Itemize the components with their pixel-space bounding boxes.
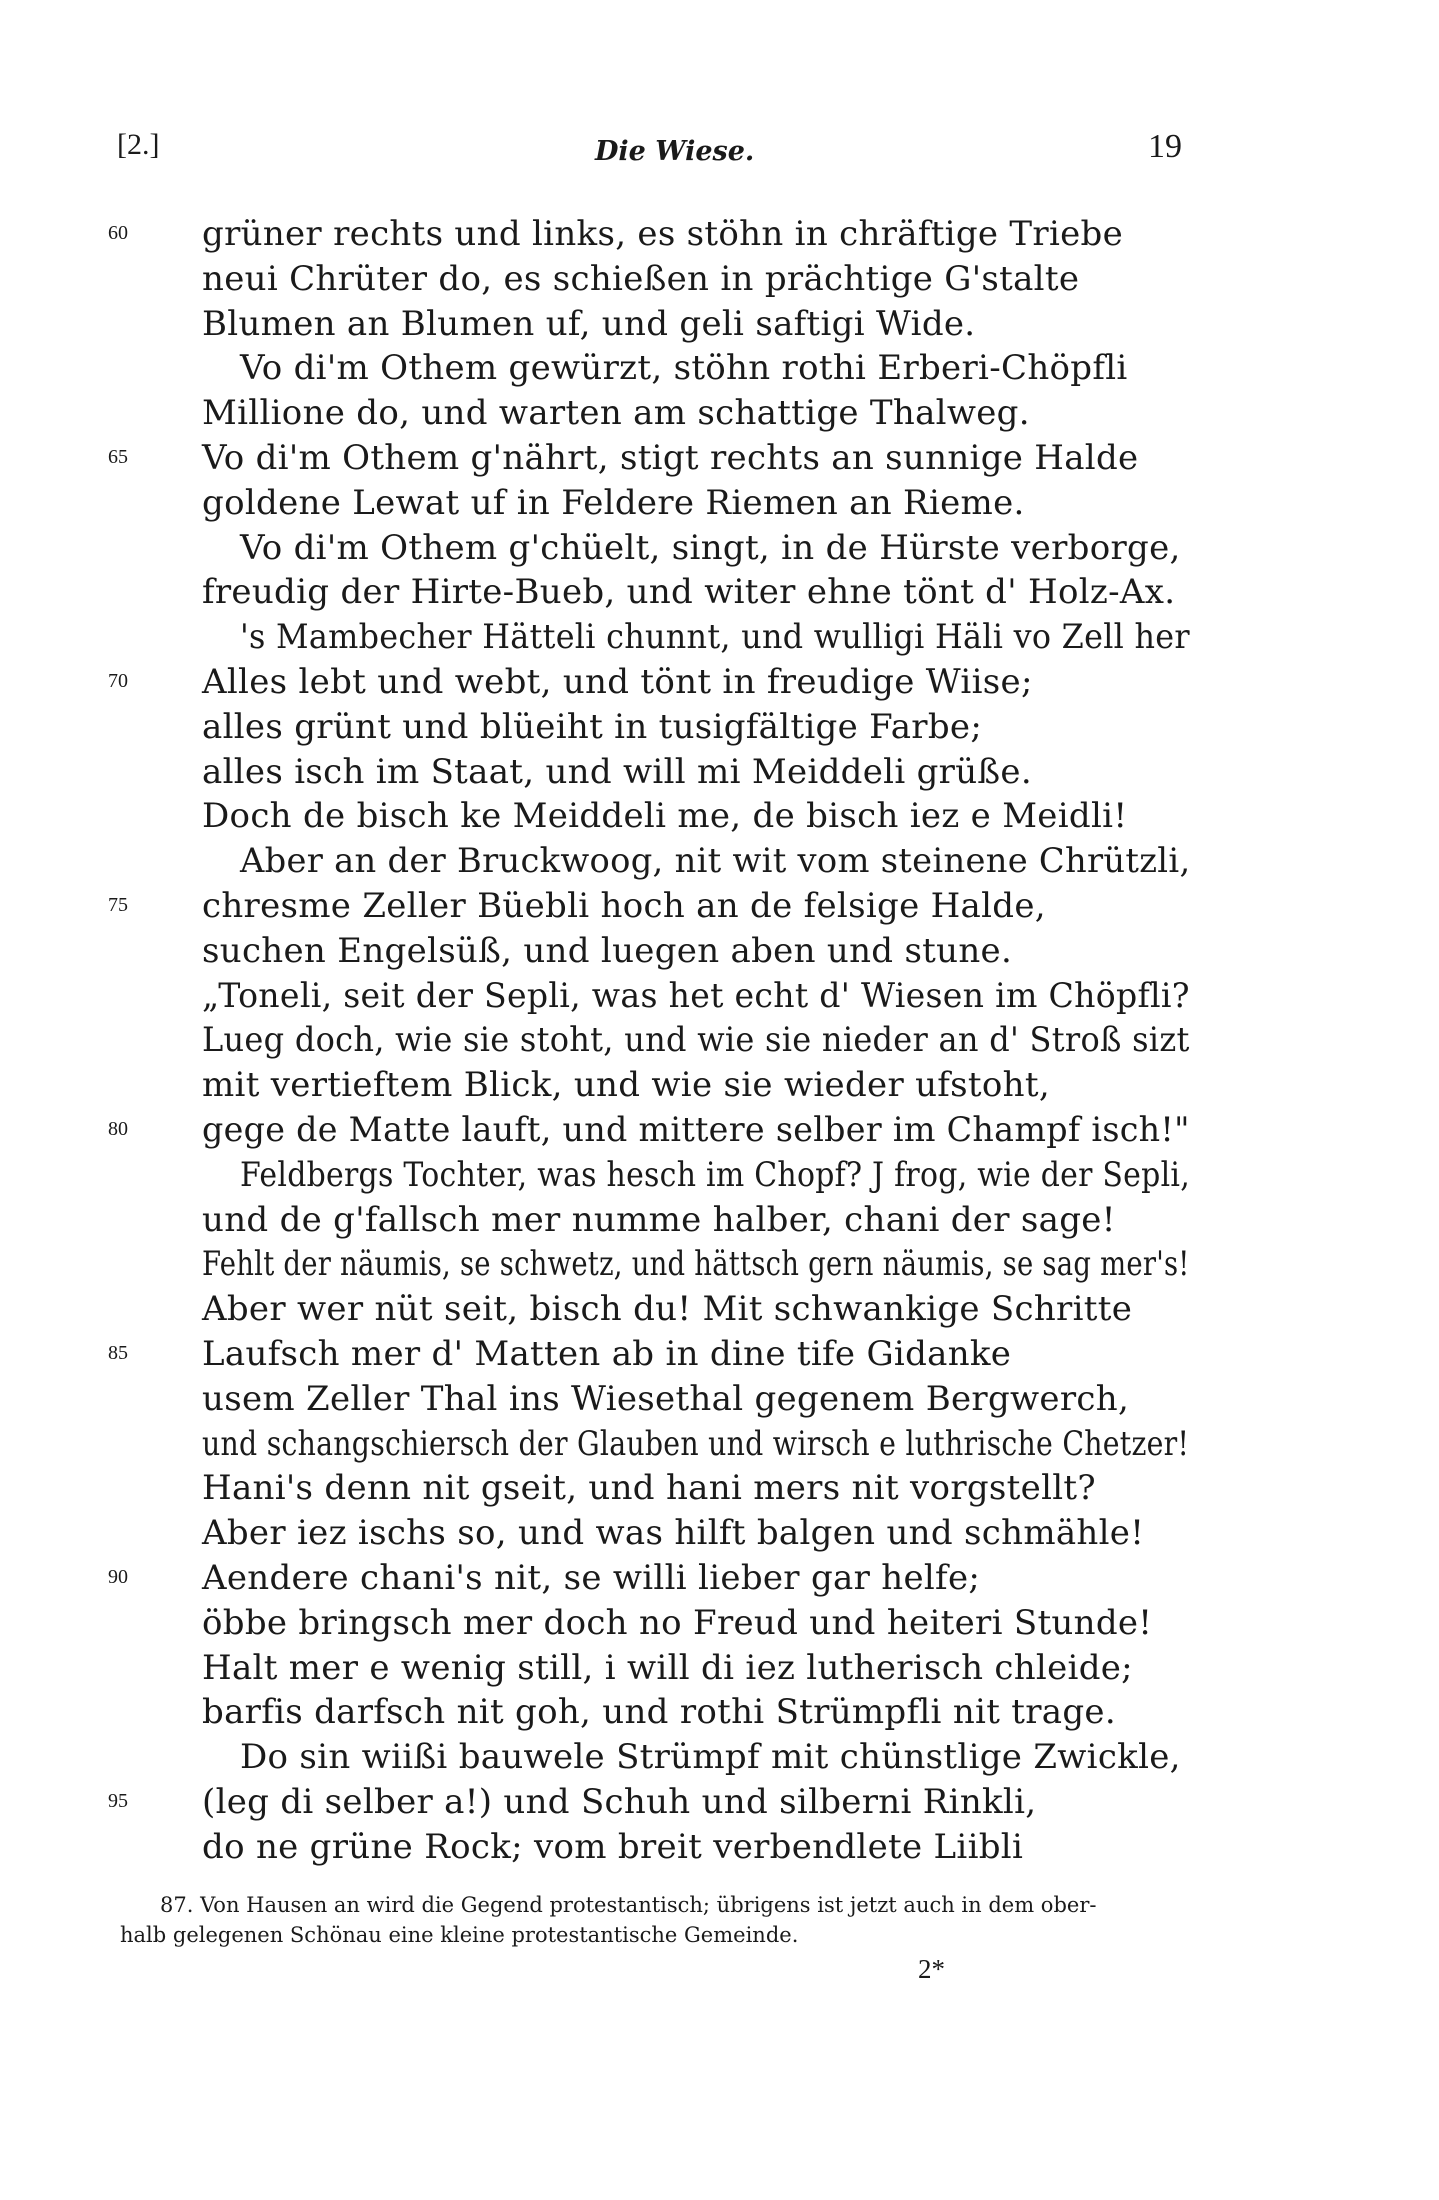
verse-text: Do sin wiißi bauwele Strümpf mit chünstlige Zwickle, [240, 1737, 1181, 1778]
verse-text: öbbe bringsch mer doch no Freud und heiteri Stunde! [202, 1602, 1153, 1643]
verse-line [0, 481, 1439, 526]
verse-line [0, 436, 1439, 481]
verse-text: mit vertieftem Blick, und wie sie wieder ufstoht, [202, 1065, 1050, 1106]
verse-line [0, 1780, 1439, 1825]
verse-text: „Toneli, seit der Sepli, was het echt d' Wiesen im Chöpfli? [202, 975, 1190, 1016]
verse-line [0, 1063, 1439, 1108]
verse-text: Blumen an Blumen uf, und geli saftigi Wide. [202, 303, 976, 344]
sheet-signature: 2* [918, 1954, 945, 1984]
verse-text: Millione do, und warten am schattige Thalweg. [202, 393, 1030, 434]
verse-line [0, 1646, 1439, 1691]
verse-line [0, 1601, 1439, 1646]
verse-number: 85 [108, 1341, 128, 1364]
verse-number: 70 [108, 669, 128, 692]
verse-text: Aendere chani's nit, se willi lieber gar helfe; [202, 1557, 981, 1598]
verse-line [0, 570, 1439, 615]
verse-line [0, 212, 1439, 257]
verse-line [0, 750, 1439, 795]
verse-line [0, 705, 1439, 750]
footnote-line: halb gelegenen Schönau eine kleine protestantische Gemeinde. [120, 1923, 799, 1947]
verse-line [0, 1422, 1439, 1467]
verse-text: Lueg doch, wie sie stoht, und wie sie nieder an d' Stroß sizt [202, 1020, 1190, 1061]
page-number: 19 [1148, 128, 1182, 165]
verse-line [0, 1825, 1439, 1870]
verse-line [0, 391, 1439, 436]
verse-line [0, 1332, 1439, 1377]
verse-text: Vo di'm Othem gewürzt, stöhn rothi Erberi-Chöpfli [240, 348, 1128, 389]
footnote-line: 87. Von Hausen an wird die Gegend protestantisch; übrigens ist jetzt auch in dem ober- [160, 1893, 1097, 1917]
verse-line [0, 346, 1439, 391]
poem-text [0, 212, 1439, 1869]
verse-number: 95 [108, 1789, 128, 1812]
verse-line [0, 526, 1439, 571]
verse-text: Alles lebt und webt, und tönt in freudige Wiise; [202, 661, 1033, 702]
verse-text: neui Chrüter do, es schießen in prächtige G'stalte [202, 258, 1080, 299]
verse-text: und de g'fallsch mer numme halber, chani der sage! [202, 1199, 1116, 1240]
verse-text: Fehlt der näumis, se schwetz, und hättsch gern näumis, se sag mer's! [202, 1244, 1190, 1285]
verse-line [0, 1466, 1439, 1511]
verse-text: alles grünt und blüeiht in tusigfältige Farbe; [202, 706, 983, 747]
verse-text: Laufsch mer d' Matten ab in dine tife Gidanke [202, 1333, 1012, 1374]
verse-text: gege de Matte lauft, und mittere selber im Champf isch!" [202, 1109, 1190, 1150]
verse-line [0, 794, 1439, 839]
verse-line [0, 1242, 1439, 1287]
verse-text: Aber iez ischs so, und was hilft balgen und schmähle! [202, 1513, 1145, 1554]
verse-text: 's Mambecher Hätteli chunnt, und wulligi Häli vo Zell her [240, 617, 1190, 658]
verse-text: usem Zeller Thal ins Wiesethal gegenem Bergwerch, [202, 1378, 1130, 1419]
verse-text: alles isch im Staat, und will mi Meiddeli grüße. [202, 751, 1032, 792]
verse-line [0, 302, 1439, 347]
verse-text: freudig der Hirte-Bueb, und witer ehne tönt d' Holz-Ax. [202, 572, 1176, 613]
verse-number: 90 [108, 1565, 128, 1588]
verse-line [0, 839, 1439, 884]
verse-line [0, 1198, 1439, 1243]
page-header [0, 128, 1439, 178]
verse-line [0, 660, 1439, 705]
verse-line [0, 884, 1439, 929]
verse-text: chresme Zeller Büebli hoch an de felsige Halde, [202, 885, 1046, 926]
verse-line [0, 615, 1439, 660]
verse-line [0, 974, 1439, 1019]
verse-line [0, 1690, 1439, 1735]
verse-text: do ne grüne Rock; vom breit verbendlete Liibli [202, 1826, 1024, 1867]
verse-line [0, 1287, 1439, 1332]
verse-text: barfis darfsch nit goh, und rothi Strümpfli nit trage. [202, 1692, 1116, 1733]
verse-text: Doch de bisch ke Meiddeli me, de bisch iez e Meidli! [202, 796, 1128, 837]
verse-text: goldene Lewat uf in Feldere Riemen an Rieme. [202, 482, 1025, 523]
verse-line [0, 257, 1439, 302]
verse-line [0, 1735, 1439, 1780]
verse-number: 65 [108, 445, 128, 468]
verse-line [0, 1018, 1439, 1063]
verse-text: Vo di'm Othem g'chüelt, singt, in de Hürste verborge, [240, 527, 1181, 568]
verse-text: Feldbergs Tochter, was hesch im Chopf? J frog, wie der Sepli, [240, 1154, 1191, 1195]
verse-line [0, 1377, 1439, 1422]
verse-number: 75 [108, 893, 128, 916]
verse-text: und schangschiersch der Glauben und wirsch e luthrische Chetzer! [202, 1423, 1190, 1464]
verse-text: grüner rechts und links, es stöhn in chräftige Triebe [202, 214, 1124, 254]
verse-text: suchen Engelsüß, und luegen aben und stune. [202, 930, 1013, 971]
verse-text: Vo di'm Othem g'nährt, stigt rechts an sunnige Halde [202, 437, 1139, 478]
verse-text: (leg di selber a!) und Schuh und silberni Rinkli, [202, 1781, 1037, 1822]
verse-text: Aber wer nüt seit, bisch du! Mit schwankige Schritte [202, 1289, 1133, 1330]
verse-text: Halt mer e wenig still, i will di iez lutherisch chleide; [202, 1647, 1133, 1688]
verse-line [0, 1511, 1439, 1556]
signature-mark: [2.] [117, 128, 160, 161]
verse-number: 80 [108, 1117, 128, 1140]
verse-line [0, 1108, 1439, 1153]
verse-text: Hani's denn nit gseit, und hani mers nit vorgstellt? [202, 1468, 1096, 1509]
verse-line [0, 1153, 1439, 1198]
running-title: Die Wiese. [595, 136, 755, 167]
verse-number: 60 [108, 222, 128, 244]
verse-line [0, 1556, 1439, 1601]
verse-line [0, 929, 1439, 974]
footnote [122, 1890, 1182, 1950]
verse-text: Aber an der Bruckwoog, nit wit vom steinene Chrützli, [240, 841, 1191, 882]
